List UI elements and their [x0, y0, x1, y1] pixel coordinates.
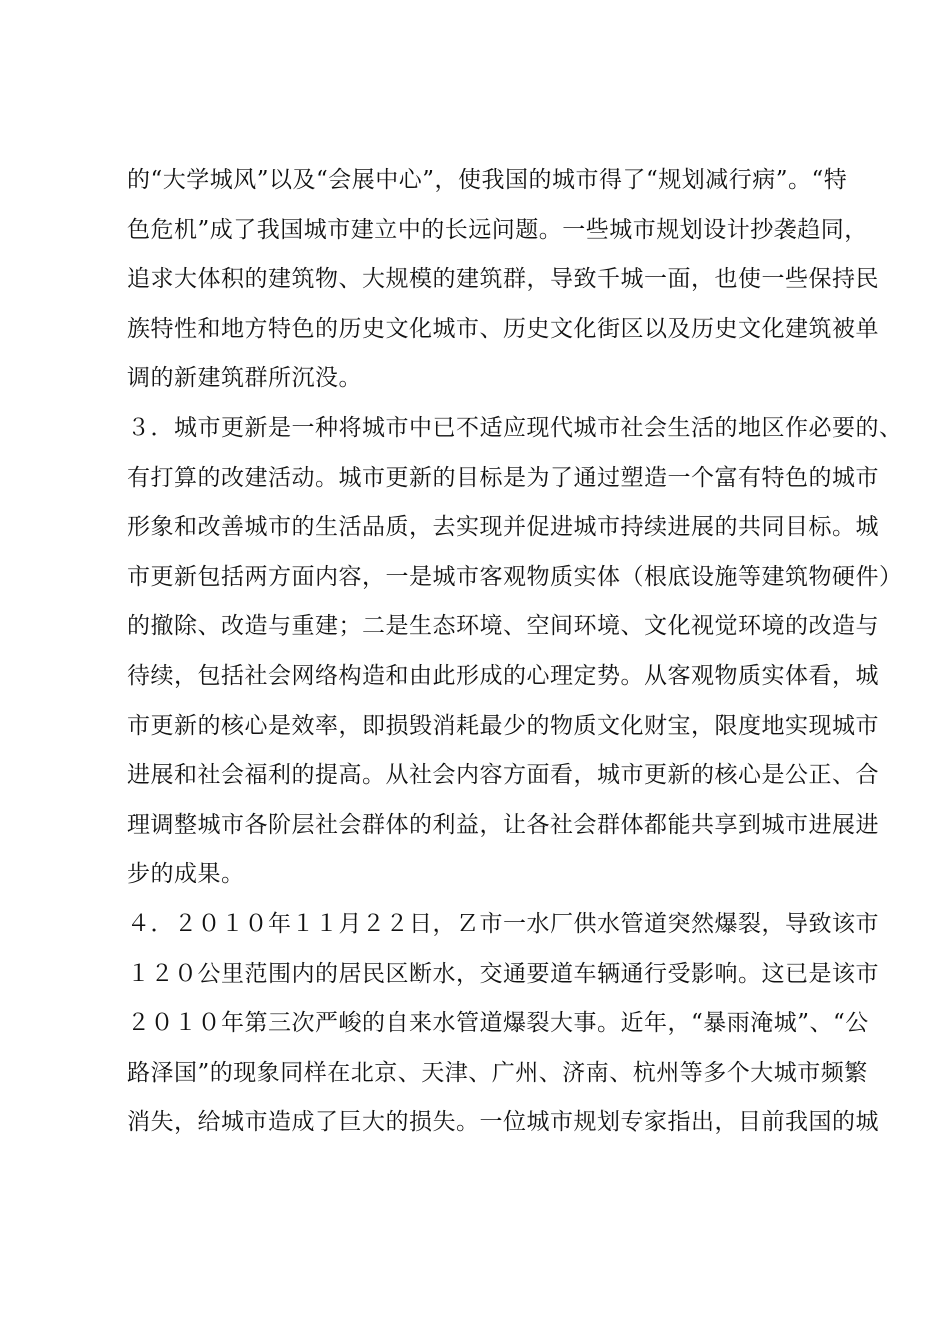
document-body	[127, 156, 903, 1148]
text-line: 路泽国”的现象同样在北京、天津、广州、济南、杭州等多个大城市频繁	[127, 1059, 868, 1086]
text-line: 消失，给城市造成了巨大的损失。一位城市规划专家指出，目前我国的城	[127, 1109, 879, 1136]
text-line: 调的新建筑群所沉没。	[127, 365, 362, 392]
text-line: ３．城市更新是一种将城市中已不适应现代城市社会生活的地区作必要的、	[127, 414, 903, 441]
text-line: 的“大学城风”以及“会展中心”，使我国的城市得了“规划减行病”。“特	[127, 167, 848, 193]
text-line: 步的成果。	[127, 861, 245, 888]
text-line: ２０１０年第三次严峻的自来水管道爆裂大事。近年，“暴雨淹城”、“公	[127, 1010, 869, 1037]
text-line: 理调整城市各阶层社会群体的利益，让各社会群体都能共享到城市进展进	[127, 811, 879, 838]
text-line: １２０公里范围内的居民区断水，交通要道车辆通行受影响。这已是该市	[127, 960, 879, 987]
text-line: 进展和社会福利的提高。从社会内容方面看，城市更新的核心是公正、合	[127, 762, 879, 789]
paragraph-item-3	[127, 404, 903, 900]
text-line: ４．２０１０年１１月２２日，Ｚ市一水厂供水管道突然爆裂，导致该市	[127, 910, 879, 937]
text-line: 待续，包括社会网络构造和由此形成的心理定势。从客观物质实体看，城	[127, 662, 879, 689]
paragraph-item-4	[127, 900, 879, 1148]
text-line: 的撤除、改造与重建；二是生态环境、空间环境、文化视觉环境的改造与	[127, 613, 879, 640]
text-line: 族特性和地方特色的历史文化城市、历史文化街区以及历史文化建筑被单	[127, 315, 879, 342]
text-line: 色危机”成了我国城市建立中的长远问题。一些城市规划设计抄袭趋同，	[127, 216, 868, 243]
text-line: 有打算的改建活动。城市更新的目标是为了通过塑造一个富有特色的城市	[127, 464, 879, 491]
paragraph-continued	[127, 156, 879, 404]
text-line: 追求大体积的建筑物、大规模的建筑群，导致千城一面，也使一些保持民	[127, 266, 879, 293]
text-line: 形象和改善城市的生活品质，去实现并促进城市持续进展的共同目标。城	[127, 514, 879, 541]
text-line: 市更新包括两方面内容，一是城市客观物质实体（根底设施等建筑物硬件）	[127, 563, 903, 590]
text-line: 市更新的核心是效率，即损毁消耗最少的物质文化财宝，限度地实现城市	[127, 712, 879, 739]
